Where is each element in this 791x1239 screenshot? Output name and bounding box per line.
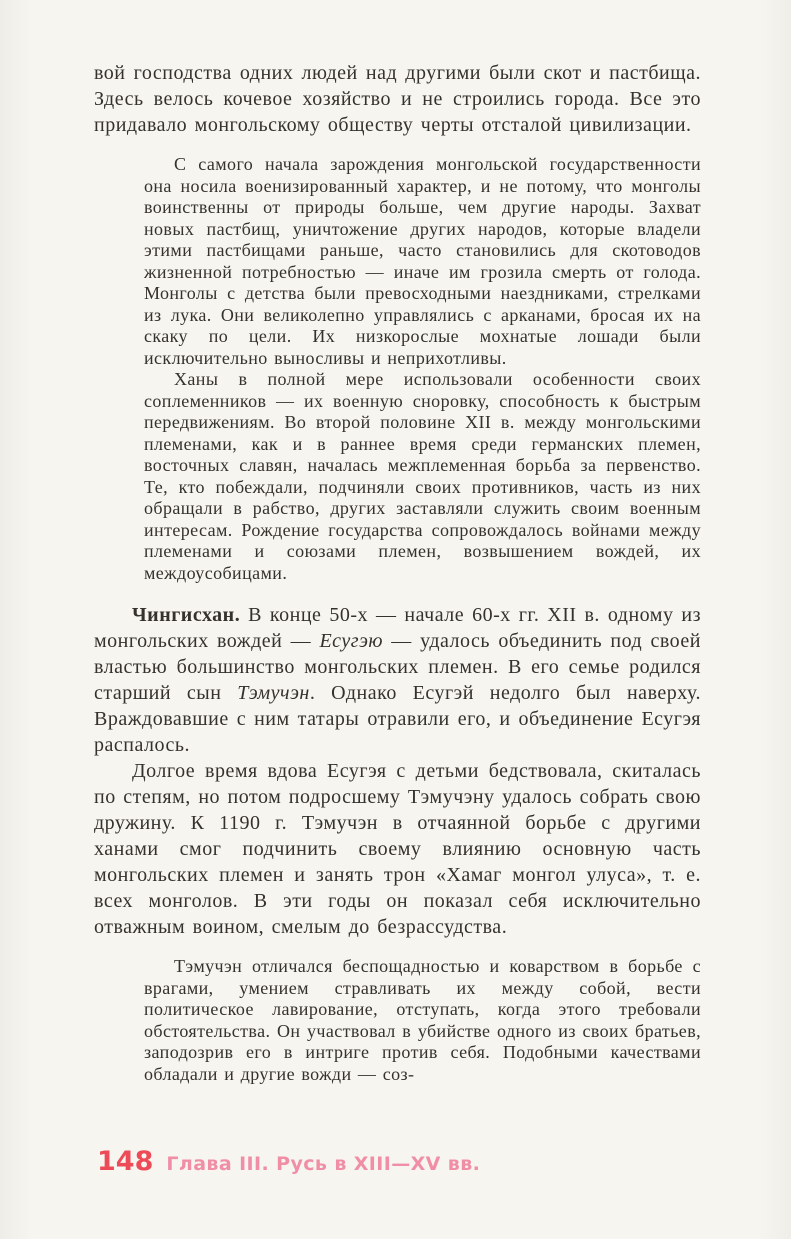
paragraph-temuchen: Долгое время вдова Есугэя с детьми бедствовала, скиталась по степям, но потом подросшему Тэмучэну удалось собрать свою дружину. К 1190 г. Тэмучэн в отчаянной борьбе с другими ханами смог подчинить своему влиянию основную часть монгольских племен и занять трон «Хамаг монгол улуса», т. е. всех монголов. В эти годы он показал себя исключительно отважным воином, смелым до безрассудства. bbox=[94, 760, 701, 938]
excerpt-block-2 bbox=[144, 956, 701, 1085]
paragraph-lead-bold: Чингисхан. bbox=[132, 604, 241, 626]
italic-name-esugei: Есугэю bbox=[319, 630, 384, 652]
excerpt-paragraph-1: С самого начала зарождения монгольской государственности она носила военизированный характер, и не потому, что монголы воинственны от природы больше, чем другие народы. Захват новых пастбищ, уничтожение других народов, которые владели этими пастбищами раньше, часто становились для скотоводов жизненной потребностью — иначе им грозила смерть от голода. Монголы с детства были превосходными наездниками, стрелками из лука. Они великолепно управлялись с арканами, бросая их на скаку по цели. Их низкорослые мохнатые лошади были исключительно выносливы и неприхотливы. bbox=[144, 154, 701, 368]
excerpt-block-1 bbox=[144, 154, 701, 584]
text-segment: — удалось объединить под своей властью большинство монгольских племен. В его семье родился старший сын bbox=[94, 630, 701, 704]
text-segment: . Однако Есугэй недолго был наверху. Враждовавшие с ним татары отравили его, и объединение Есугэя распалось. bbox=[94, 682, 702, 756]
excerpt-paragraph-3: Тэмучэн отличался беспощадностью и коварством в борьбе с врагами, умением стравливать их между собой, вести политическое лавирование, отступать, когда этого требовали обстоятельства. Он участвовал в убийстве одного из своих братьев, заподозрив его в интриге против себя. Подобными качествами обладали и другие вожди — соз- bbox=[144, 956, 701, 1084]
chapter-title: Глава III. Русь в XIII—XV вв. bbox=[166, 1153, 481, 1175]
paragraph-intro: вой господства одних людей над другими были скот и пастбища. Здесь велось кочевое хозяйство и не строились города. Все это придавало монгольскому обществу черты отсталой цивилизации. bbox=[94, 62, 701, 136]
paragraph-chingiskhan bbox=[94, 602, 701, 758]
page-number: 148 bbox=[97, 1146, 154, 1177]
page-footer bbox=[97, 1146, 480, 1177]
italic-name-temuchen: Тэмучэн bbox=[237, 682, 310, 704]
excerpt-paragraph-2: Ханы в полной мере использовали особенности своих соплеменников — их военную сноровку, способность к быстрым передвижениям. Во второй половине XII в. между монгольскими племенами, как и в раннее время среди германских племен, восточных славян, началась межплеменная борьба за первенство. Те, кто побеждали, подчиняли своих противников, часть из них обращали в рабство, других заставляли служить своим военным интересам. Рождение государства сопровождалось войнами между племенами и союзами племен, возвышением вождей, их междоусобицами. bbox=[144, 369, 701, 583]
text-segment: В конце 50-х — начале 60-х гг. XII в. одному из монгольских вождей — bbox=[94, 604, 701, 652]
